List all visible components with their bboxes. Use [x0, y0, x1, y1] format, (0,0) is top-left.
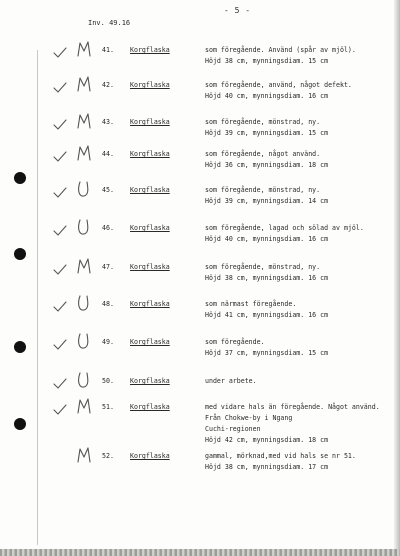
- entry-object-name: Korgflaska: [130, 224, 170, 232]
- handwritten-mark-icon: [76, 218, 92, 236]
- pencil-check-mark-icon: [53, 118, 67, 132]
- inventory-entry: [0, 150, 400, 180]
- inventory-entry: [0, 46, 400, 76]
- handwritten-mark-icon: [76, 332, 92, 350]
- handwritten-mark-icon: [76, 257, 92, 275]
- entry-number: 44.: [102, 150, 114, 158]
- pencil-check-mark-icon: [53, 338, 67, 352]
- entry-object-name: Korgflaska: [130, 118, 170, 126]
- entry-description-line: som föregående, mönstrad, ny.: [205, 186, 321, 194]
- entry-description-line: Höjd 38 cm, mynningsdiam. 17 cm: [205, 463, 329, 471]
- entry-description-line: som föregående, något använd.: [205, 150, 321, 158]
- entry-description-line: Från Chokwe-by i Ngang: [205, 414, 293, 422]
- handwritten-mark-icon: [76, 180, 92, 198]
- pencil-check-mark-icon: [53, 186, 67, 200]
- entry-description-line: som föregående, lagad och sölad av mjöl.: [205, 224, 364, 232]
- entry-description-line: som föregående. Använd (spår av mjöl).: [205, 46, 356, 54]
- entry-number: 43.: [102, 118, 114, 126]
- inventory-entry: [0, 263, 400, 293]
- entry-object-name: Korgflaska: [130, 403, 170, 411]
- entry-object-name: Korgflaska: [130, 263, 170, 271]
- handwritten-mark-icon: [76, 371, 92, 389]
- entry-number: 41.: [102, 46, 114, 54]
- page-number: - 5 -: [224, 6, 251, 15]
- entry-object-name: Korgflaska: [130, 300, 170, 308]
- pencil-check-mark-icon: [53, 377, 67, 391]
- inventory-reference: Inv. 49.16: [88, 19, 131, 27]
- entry-description-line: som föregående, mönstrad, ny.: [205, 118, 321, 126]
- entry-description-line: som föregående, mönstrad, ny.: [205, 263, 321, 271]
- inventory-entry: [0, 452, 400, 482]
- handwritten-mark-icon: [76, 144, 92, 162]
- entry-description-line: som närmast föregående.: [205, 300, 297, 308]
- entry-number: 45.: [102, 186, 114, 194]
- entry-description-line: gammal, mörknad,med vid hals se nr 51.: [205, 452, 356, 460]
- entry-description-line: med vidare hals än föregående. Något använd.: [205, 403, 380, 411]
- entry-number: 50.: [102, 377, 114, 385]
- inventory-entry: [0, 81, 400, 111]
- inventory-entry: [0, 186, 400, 216]
- entry-object-name: Korgflaska: [130, 46, 170, 54]
- pencil-check-mark-icon: [53, 263, 67, 277]
- entry-object-name: Korgflaska: [130, 186, 170, 194]
- entry-description-line: Höjd 36 cm, mynningsdiam. 18 cm: [205, 161, 329, 169]
- handwritten-mark-icon: [76, 397, 92, 415]
- entry-object-name: Korgflaska: [130, 150, 170, 158]
- entry-object-name: Korgflaska: [130, 81, 170, 89]
- pencil-check-mark-icon: [53, 224, 67, 238]
- scan-edge-shadow: [394, 0, 400, 556]
- entry-description-line: som föregående.: [205, 338, 265, 346]
- inventory-entry: [0, 338, 400, 368]
- pencil-check-mark-icon: [53, 403, 67, 417]
- pencil-check-mark-icon: [53, 300, 67, 314]
- entry-number: 52.: [102, 452, 114, 460]
- entry-description-line: Höjd 38 cm, mynningsdiam. 16 cm: [205, 274, 329, 282]
- entry-description-line: Höjd 37 cm, mynningsdiam. 15 cm: [205, 349, 329, 357]
- inventory-entry: [0, 224, 400, 254]
- entry-description-line: Höjd 40 cm, mynningsdiam. 16 cm: [205, 92, 329, 100]
- handwritten-mark-icon: [76, 112, 92, 130]
- entry-object-name: Korgflaska: [130, 452, 170, 460]
- entry-number: 51.: [102, 403, 114, 411]
- entry-object-name: Korgflaska: [130, 338, 170, 346]
- entry-number: 48.: [102, 300, 114, 308]
- inventory-entry: [0, 118, 400, 148]
- entry-number: 42.: [102, 81, 114, 89]
- entry-description-line: Höjd 39 cm, mynningsdiam. 15 cm: [205, 129, 329, 137]
- scan-edge-bottom: [0, 549, 400, 556]
- entry-description-line: Cuchi-regionen: [205, 425, 261, 433]
- entry-object-name: Korgflaska: [130, 377, 170, 385]
- entry-description-line: under arbete.: [205, 377, 257, 385]
- inventory-entry: [0, 300, 400, 330]
- entry-description-line: som föregående, använd, något defekt.: [205, 81, 352, 89]
- entry-description-line: Höjd 40 cm, mynningsdiam. 16 cm: [205, 235, 329, 243]
- entry-description-line: Höjd 39 cm, mynningsdiam. 14 cm: [205, 197, 329, 205]
- inventory-entry: [0, 403, 400, 444]
- pencil-check-mark-icon: [53, 46, 67, 60]
- pencil-check-mark-icon: [53, 150, 67, 164]
- handwritten-mark-icon: [76, 294, 92, 312]
- handwritten-mark-icon: [76, 446, 92, 464]
- entry-description-line: Höjd 42 cm, mynningsdiam. 18 cm: [205, 436, 329, 444]
- pencil-check-mark-icon: [53, 81, 67, 95]
- entry-number: 46.: [102, 224, 114, 232]
- entry-description-line: Höjd 41 cm, mynningsdiam. 16 cm: [205, 311, 329, 319]
- handwritten-mark-icon: [76, 40, 92, 58]
- entry-description-line: Höjd 38 cm, mynningsdiam. 15 cm: [205, 57, 329, 65]
- handwritten-mark-icon: [76, 75, 92, 93]
- entry-number: 49.: [102, 338, 114, 346]
- entry-number: 47.: [102, 263, 114, 271]
